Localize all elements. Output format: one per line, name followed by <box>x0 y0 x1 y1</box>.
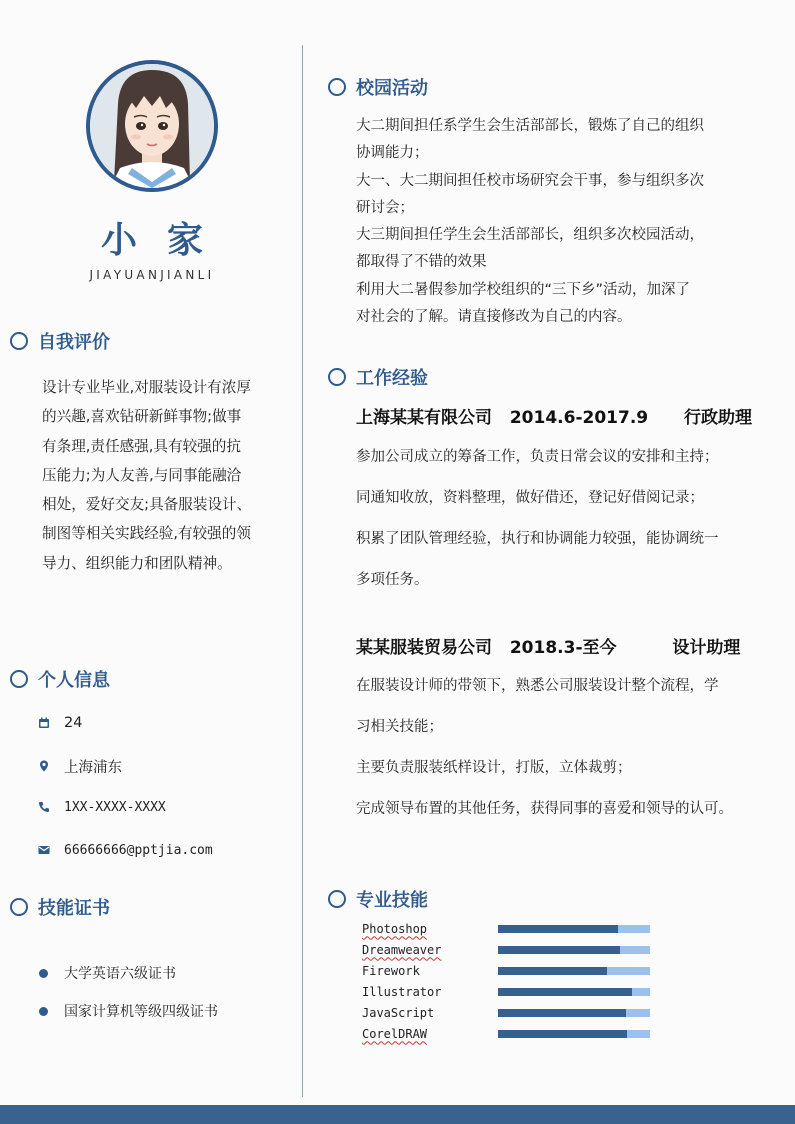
bullet-dot-icon <box>39 1007 48 1016</box>
skill-bar <box>498 1030 650 1038</box>
section-title: 工作经验 <box>356 368 428 389</box>
job-company: 某某服装贸易公司 <box>356 638 492 658</box>
section-campus-header <box>328 72 428 102</box>
skill-row <box>362 1023 650 1044</box>
skill-row <box>362 960 650 981</box>
text-line: 研讨会； <box>356 199 414 216</box>
certificate-item <box>39 962 218 984</box>
text-line: 都取得了不错的效果 <box>356 254 487 271</box>
name: 小家 <box>100 220 233 261</box>
skill-name: CorelDRAW <box>362 1026 428 1041</box>
text-line: 参加公司成立的筹备工作，负责日常会议的安排和主持； <box>356 449 719 465</box>
text-line: 压能力;为人友善,与同事能融洽 <box>42 466 242 484</box>
skill-row <box>362 981 650 1002</box>
section-title: 自我评价 <box>38 332 110 353</box>
job-role: 设计助理 <box>672 638 741 658</box>
circle-bullet-icon <box>328 78 346 96</box>
circle-bullet-icon <box>10 898 28 916</box>
info-text: 1XX-XXXX-XXXX <box>64 799 166 815</box>
job-header <box>356 403 752 428</box>
footer-bar <box>0 1105 795 1124</box>
certificate-item <box>39 1000 218 1022</box>
skill-row <box>362 918 650 939</box>
skill-bar <box>498 946 650 954</box>
skill-bar-fill <box>498 1009 626 1017</box>
self-eval-text <box>42 373 251 578</box>
text-line: 完成领导布置的其他任务，获得同事的喜爱和领导的认可。 <box>356 801 733 817</box>
skill-name: Firework <box>362 963 420 978</box>
location-pin-icon <box>38 760 50 772</box>
skills-list <box>362 918 650 1044</box>
circle-bullet-icon <box>328 890 346 908</box>
skill-bar <box>498 925 650 933</box>
skill-bar <box>498 1009 650 1017</box>
skill-name: JavaScript <box>362 1005 435 1020</box>
bullet-dot-icon <box>39 969 48 978</box>
skill-name: Photoshop <box>362 921 428 936</box>
section-title: 个人信息 <box>38 670 110 691</box>
text-line: 有条理,责任感强,具有较强的抗 <box>42 437 241 455</box>
job-role: 行政助理 <box>683 408 752 428</box>
calendar-icon <box>38 717 50 729</box>
section-personal-info-header <box>10 664 110 694</box>
text-line: 大一、大二期间担任校市场研究会干事，参与组织多次 <box>356 172 704 189</box>
circle-bullet-icon <box>328 368 346 386</box>
skill-bar <box>498 988 650 996</box>
skill-name: Illustrator <box>362 984 442 999</box>
circle-bullet-icon <box>10 670 28 688</box>
skill-bar-fill <box>498 925 618 933</box>
text-line: 导力、组织能力和团队精神。 <box>42 554 232 572</box>
avatar <box>86 60 218 192</box>
certificate-list <box>39 962 218 1022</box>
text-line: 积累了团队管理经验，执行和协调能力较强，能协调统一 <box>356 531 719 547</box>
name-pinyin: JIAYUANJIANLI <box>89 268 215 282</box>
column-divider <box>302 45 303 1097</box>
info-text: 24 <box>64 715 83 731</box>
info-age <box>38 711 213 735</box>
section-certificates-header <box>10 892 110 922</box>
text-line: 相处，爱好交友;具备服装设计、 <box>42 496 252 514</box>
text-line: 设计专业毕业,对服装设计有浓厚 <box>42 379 251 396</box>
section-title: 校园活动 <box>356 78 428 99</box>
info-text: 上海浦东 <box>64 759 122 776</box>
text-line: 制图等相关实践经验,有较强的领 <box>42 525 251 543</box>
text-line: 主要负责服装纸样设计，打版，立体裁剪； <box>356 760 632 776</box>
skill-row <box>362 1002 650 1023</box>
text-line: 同通知收放，资料整理，做好借还，登记好借阅记录； <box>356 490 704 506</box>
certificate-text: 国家计算机等级四级证书 <box>64 1004 218 1020</box>
info-location <box>38 754 213 778</box>
text-line: 在服装设计师的带领下，熟悉公司服装设计整个流程，学 <box>356 678 719 694</box>
skill-bar-fill <box>498 967 607 975</box>
text-line: 大三期间担任学生会生活部部长，组织多次校园活动， <box>356 227 704 244</box>
job-description <box>356 666 733 830</box>
section-title: 专业技能 <box>356 890 428 911</box>
text-line: 利用大二暑假参加学校组织的“三下乡”活动，加深了 <box>356 281 691 298</box>
certificate-text: 大学英语六级证书 <box>64 966 176 982</box>
skill-bar-fill <box>498 988 632 996</box>
section-title: 技能证书 <box>38 898 110 919</box>
section-work-header <box>328 362 428 392</box>
text-line: 大二期间担任系学生会生活部部长，锻炼了自己的组织 <box>356 118 704 134</box>
job-period: 2018.3-至今 <box>509 638 617 658</box>
text-line: 对社会的了解。请直接修改为自己的内容。 <box>356 309 632 326</box>
text-line: 协调能力； <box>356 145 429 162</box>
job-period: 2014.6-2017.9 <box>509 408 649 428</box>
skill-bar <box>498 967 650 975</box>
skill-name: Dreamweaver <box>362 942 442 957</box>
skill-bar-fill <box>498 1030 627 1038</box>
text-line: 习相关技能； <box>356 719 443 735</box>
text-line: 多项任务。 <box>356 572 429 588</box>
skill-row <box>362 939 650 960</box>
mail-icon <box>38 844 50 856</box>
info-email[interactable] <box>38 838 213 862</box>
section-self-eval-header <box>10 326 110 356</box>
circle-bullet-icon <box>10 332 28 350</box>
section-skills-header <box>328 884 428 914</box>
email-link[interactable]: 66666666@pptjia.com <box>64 842 213 858</box>
job-header <box>356 633 740 658</box>
job-company: 上海某某有限公司 <box>356 408 492 428</box>
avatar-illustration <box>90 64 214 188</box>
skill-bar-fill <box>498 946 620 954</box>
campus-text <box>356 113 704 331</box>
text-line: 的兴趣,喜欢钻研新鲜事物;做事 <box>42 408 242 426</box>
personal-info-list <box>38 711 213 862</box>
phone-icon <box>38 801 50 813</box>
info-phone <box>38 795 213 819</box>
job-description <box>356 437 719 601</box>
